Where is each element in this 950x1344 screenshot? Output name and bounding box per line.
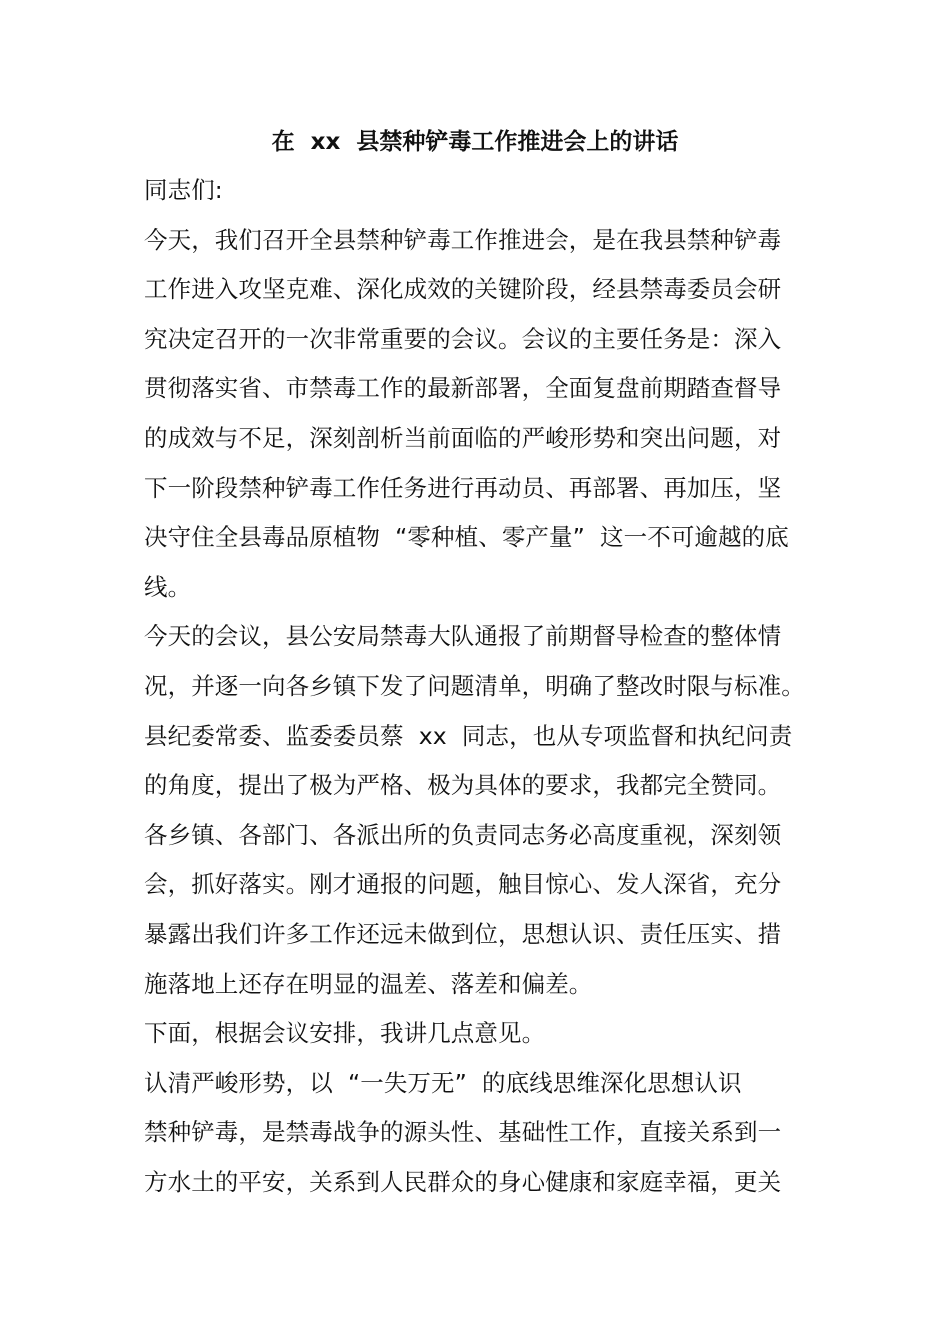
body-line: 况，并逐一向各乡镇下发了问题清单，明确了整改时限与标准。 bbox=[144, 671, 805, 700]
body-line: 线。 bbox=[144, 572, 192, 601]
body-line: 的成效与不足，深刻剖析当前面临的严峻形势和突出问题，对 bbox=[144, 423, 782, 452]
body-line: 工作进入攻坚克难、深化成效的关键阶段，经县禁毒委员会研 bbox=[144, 275, 782, 304]
body-line: 今天，我们召开全县禁种铲毒工作推进会，是在我县禁种铲毒 bbox=[144, 225, 782, 254]
body-line: 禁种铲毒，是禁毒战争的源头性、基础性工作，直接关系到一 bbox=[144, 1118, 782, 1147]
body-line: 决守住全县毒品原植物 “零种植、零产量” 这一不可逾越的底 bbox=[144, 523, 789, 552]
body-line: 下面，根据会议安排，我讲几点意见。 bbox=[144, 1019, 546, 1048]
document-title: 在 xx 县禁种铲毒工作推进会上的讲话 bbox=[271, 129, 679, 155]
body-line: 暴露出我们许多工作还远未做到位，思想认识、责任压实、措 bbox=[144, 919, 782, 948]
body-line: 今天的会议，县公安局禁毒大队通报了前期督导检查的整体情 bbox=[144, 622, 782, 651]
body-line: 同志们: bbox=[144, 176, 223, 204]
body-line: 下一阶段禁种铲毒工作任务进行再动员、再部署、再加压，坚 bbox=[144, 473, 782, 502]
body-line: 方水土的平安，关系到人民群众的身心健康和家庭幸福，更关 bbox=[144, 1167, 782, 1196]
body-line: 县纪委常委、监委委员蔡 xx 同志，也从专项监督和执纪问责 bbox=[144, 721, 793, 750]
body-line: 施落地上还存在明显的温差、落差和偏差。 bbox=[144, 969, 593, 998]
body-line: 贯彻落实省、市禁毒工作的最新部署，全面复盘前期踏查督导 bbox=[144, 374, 782, 403]
body-line: 各乡镇、各部门、各派出所的负责同志务必高度重视，深刻领 bbox=[144, 820, 782, 849]
body-line: 会，抓好落实。刚才通报的问题，触目惊心、发人深省，充分 bbox=[144, 870, 782, 899]
section-heading: 认清严峻形势，以 “一失万无” 的底线思维深化思想认识 bbox=[144, 1068, 742, 1097]
document-body bbox=[144, 166, 824, 1207]
body-line: 究决定召开的一次非常重要的会议。会议的主要任务是：深入 bbox=[144, 324, 782, 353]
body-line: 的角度，提出了极为严格、极为具体的要求，我都完全赞同。 bbox=[144, 771, 782, 800]
